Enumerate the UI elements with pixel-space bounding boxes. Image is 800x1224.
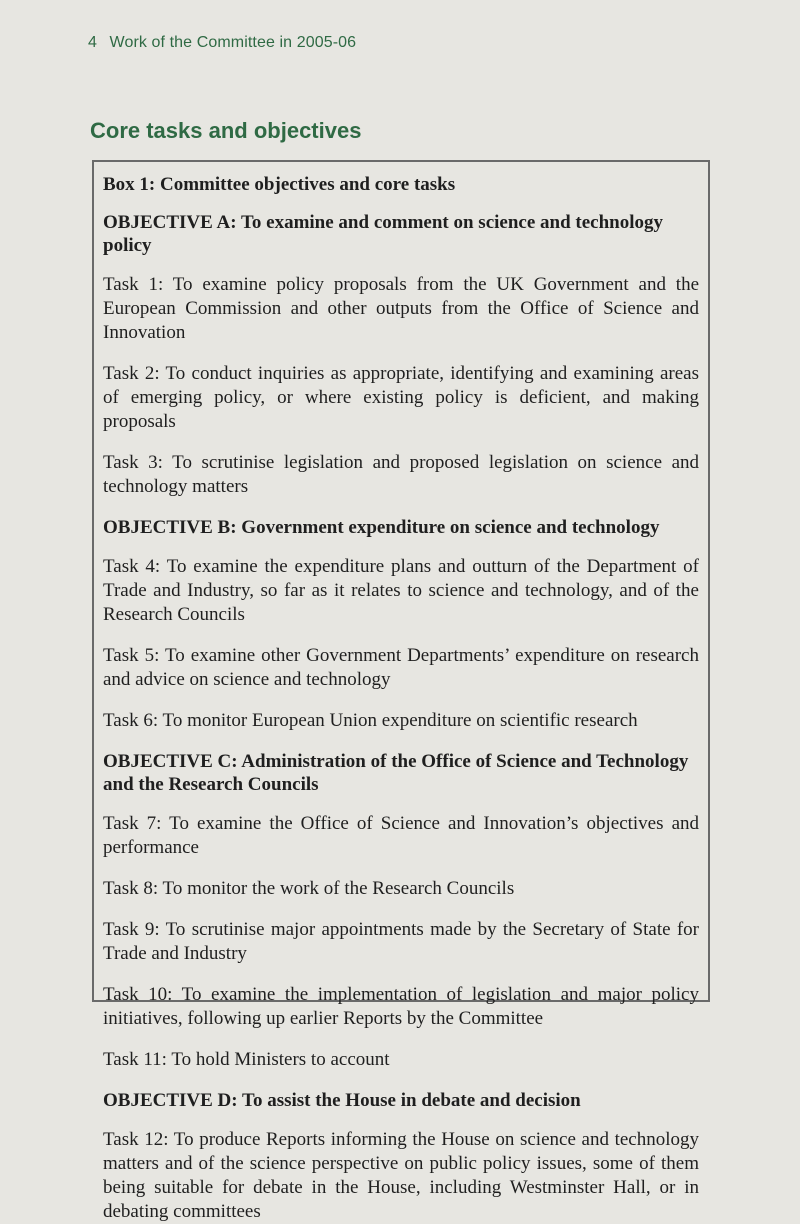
page-number: 4 [88,34,97,51]
objective-d-heading: OBJECTIVE D: To assist the House in debate and decision [103,1090,581,1111]
task-7: Task 7: To examine the Office of Science and Innovation’s objectives and performance [103,813,699,858]
page-header [88,34,356,52]
task-9: Task 9: To scrutinise major appointments made by the Secretary of State for Trade and Industry [103,919,699,964]
objective-a-heading: OBJECTIVE A: To examine and comment on science and technology policy [103,212,664,256]
task-4: Task 4: To examine the expenditure plans and outturn of the Department of Trade and Industry, so far as it relates to science and technology, and of the Research Councils [103,556,699,625]
box-title: Box 1: Committee objectives and core tasks [103,174,456,195]
running-title: Work of the Committee in 2005-06 [109,34,357,51]
objectives-box [92,160,710,1222]
task-10: Task 10: To examine the implementation of legislation and major policy initiatives, following up earlier Reports by the Committee [103,984,699,1029]
task-11: Task 11: To hold Ministers to account [103,1049,390,1070]
task-3: Task 3: To scrutinise legislation and proposed legislation on science and technology matters [103,452,699,497]
task-1: Task 1: To examine policy proposals from the UK Government and the European Commission and other outputs from the Office of Science and Innovation [103,274,699,343]
task-6: Task 6: To monitor European Union expenditure on scientific research [103,710,638,731]
task-5: Task 5: To examine other Government Departments’ expenditure on research and advice on science and technology [103,645,699,690]
section-title: Core tasks and objectives [90,118,362,143]
objective-b-heading: OBJECTIVE B: Government expenditure on science and technology [103,517,660,538]
task-2: Task 2: To conduct inquiries as appropriate, identifying and examining areas of emerging policy, or where existing policy is deficient, and making proposals [103,363,699,432]
task-8: Task 8: To monitor the work of the Research Councils [103,878,515,899]
task-12: Task 12: To produce Reports informing the House on science and technology matters and of the science perspective on public policy issues, some of them being suitable for debate in the House, including Westminster Hall, or in debating committees [103,1129,699,1222]
objective-c-heading: OBJECTIVE C: Administration of the Office of Science and Technology and the Research Councils [103,751,689,795]
